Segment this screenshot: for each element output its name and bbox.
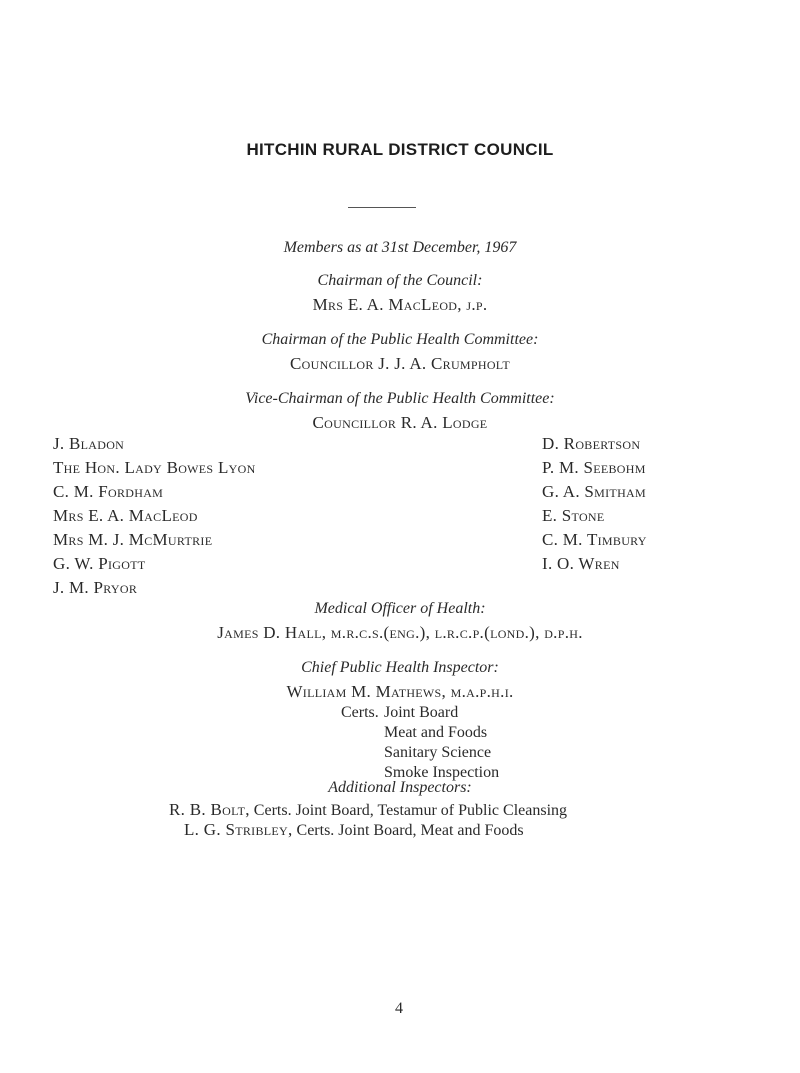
inspector-detail: Certs. Joint Board, Testamur of Public Cleansing bbox=[253, 802, 568, 819]
chairman-council-name: Mrs E. A. MacLeod, j.p. bbox=[312, 295, 488, 314]
list-item: G. A. Smitham bbox=[542, 482, 646, 501]
list-item: Sanitary Science bbox=[384, 744, 492, 761]
list-item: C. M. Timbury bbox=[542, 530, 647, 549]
additional-inspector-line bbox=[184, 820, 524, 840]
list-item: Mrs M. J. McMurtrie bbox=[53, 530, 213, 549]
list-item: J. Bladon bbox=[53, 434, 125, 453]
certs-label: Certs. bbox=[341, 704, 379, 721]
list-item: Smoke Inspection bbox=[384, 764, 500, 781]
chief-inspector-name: William M. Mathews, m.a.p.h.i. bbox=[286, 682, 514, 701]
vice-chairman-health-name: Councillor R. A. Lodge bbox=[312, 413, 488, 432]
chairman-council-role: Chairman of the Council: bbox=[317, 272, 483, 289]
list-item: D. Robertson bbox=[542, 434, 641, 453]
list-item: Joint Board bbox=[384, 704, 459, 721]
members-caption: Members as at 31st December, 1967 bbox=[283, 239, 517, 256]
chairman-health-name: Councillor J. J. A. Crumpholt bbox=[290, 354, 510, 373]
inspector-detail: Certs. Joint Board, Meat and Foods bbox=[296, 822, 524, 839]
title-divider bbox=[348, 207, 416, 208]
list-item: P. M. Seebohm bbox=[542, 458, 646, 477]
inspector-name: R. B. Bolt, bbox=[169, 800, 250, 819]
members-left-list bbox=[53, 432, 256, 600]
medical-officer-name: James D. Hall, m.r.c.s.(eng.), l.r.c.p.(lond.), d.p.h. bbox=[217, 623, 583, 642]
certs-list bbox=[384, 703, 499, 783]
list-item: E. Stone bbox=[542, 506, 605, 525]
list-item: Meat and Foods bbox=[384, 724, 488, 741]
page-title: HITCHIN RURAL DISTRICT COUNCIL bbox=[246, 140, 554, 159]
list-item: J. M. Pryor bbox=[53, 578, 138, 597]
inspector-name: L. G. Stribley, bbox=[184, 820, 293, 839]
list-item: G. W. Pigott bbox=[53, 554, 146, 573]
additional-inspectors-role: Additional Inspectors: bbox=[328, 779, 472, 796]
vice-chairman-health-role: Vice-Chairman of the Public Health Committee: bbox=[245, 390, 555, 407]
list-item: C. M. Fordham bbox=[53, 482, 164, 501]
members-right-list bbox=[542, 432, 647, 576]
list-item: I. O. Wren bbox=[542, 554, 620, 573]
additional-inspector-line bbox=[169, 800, 567, 820]
chief-inspector-role: Chief Public Health Inspector: bbox=[301, 659, 499, 676]
page-number: 4 bbox=[395, 1000, 403, 1017]
medical-officer-role: Medical Officer of Health: bbox=[314, 600, 486, 617]
list-item: The Hon. Lady Bowes Lyon bbox=[53, 458, 256, 477]
list-item: Mrs E. A. MacLeod bbox=[53, 506, 198, 525]
chairman-health-role: Chairman of the Public Health Committee: bbox=[261, 331, 539, 348]
